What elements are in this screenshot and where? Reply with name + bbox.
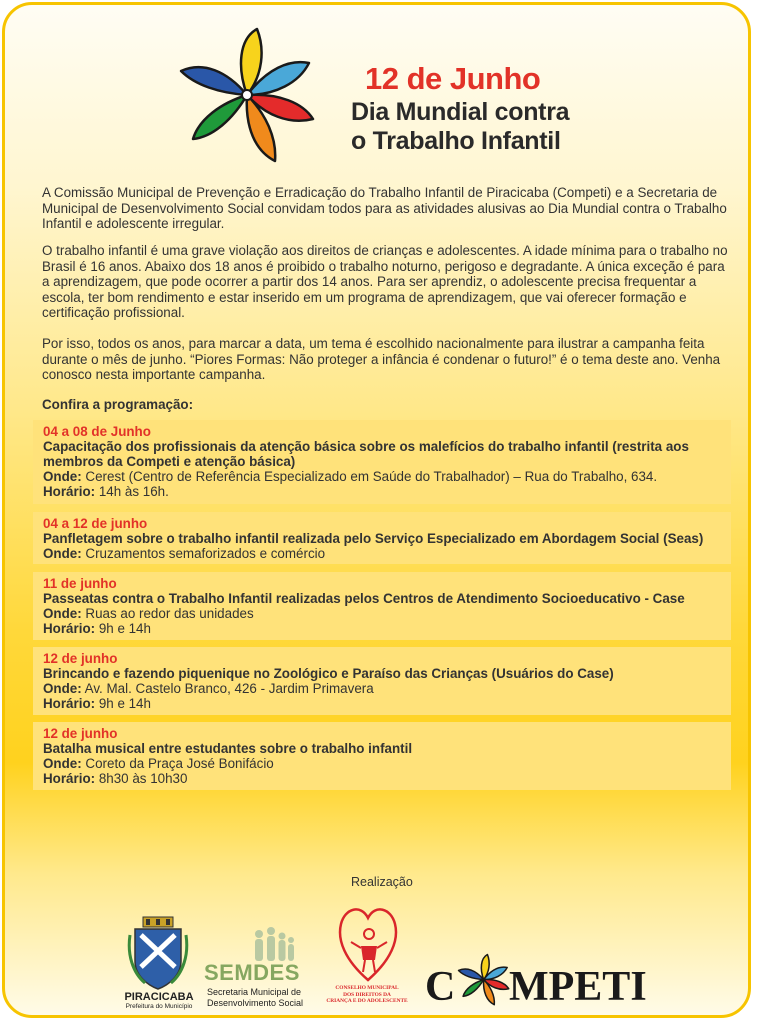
- conselho-line-3: CRIANÇA E DO ADOLESCENTE: [326, 998, 408, 1004]
- event-title: Batalha musical entre estudantes sobre o trabalho infantil: [43, 741, 413, 756]
- event-location-value: Ruas ao redor das unidades: [85, 606, 254, 621]
- page-subtitle: [351, 98, 569, 156]
- semdes-subtitle-line-1: Secretaria Municipal de: [207, 987, 302, 997]
- horario-label: Horário:: [43, 484, 96, 499]
- conselho-line-2: DOS DIREITOS DA: [343, 991, 391, 998]
- event-time: [43, 771, 721, 786]
- event-title: Passeatas contra o Trabalho Infantil realizadas pelos Centros de Atendimento Socioeducativo - Case: [43, 591, 685, 606]
- piracicaba-crest-icon: [127, 915, 189, 991]
- event-time: [43, 484, 721, 499]
- subtitle-line-2: o Trabalho Infantil: [351, 127, 561, 155]
- semdes-logo-subtitle: [207, 987, 303, 1009]
- horario-label: Horário:: [43, 621, 96, 636]
- intro-paragraph-2: O trabalho infantil é uma grave violação aos direitos de crianças e adolescentes. A idade mínima para o trabalho no Brasil é 16 anos. Abaixo dos 18 anos é proibido o trabalho noturno, perigoso e degradante. A única exceção é para a aprendizagem, que pode ocorrer a partir dos 14 anos. Para ser aprendiz, o adolescente precisa frequentar a escola, ter bom rendimento e estar inserido em um programa de aprendizagem, que vai oferecer formação e certificação profissional.: [42, 243, 728, 320]
- family-silhouette-icon: [251, 927, 297, 961]
- event-card: [33, 647, 731, 715]
- event-location: [43, 681, 721, 696]
- poster: [2, 2, 751, 1018]
- page-title: 12 de Junho: [365, 61, 541, 96]
- event-card: [33, 572, 731, 640]
- event-location-value: Av. Mal. Castelo Branco, 426 - Jardim Primavera: [84, 681, 374, 696]
- event-date: 11 de junho: [43, 576, 117, 591]
- event-date: 04 a 12 de junho: [43, 516, 148, 531]
- event-card: [33, 512, 731, 564]
- program-heading: Confira a programação:: [42, 397, 194, 412]
- onde-label: Onde:: [43, 756, 82, 771]
- realizacao-label: Realização: [351, 875, 413, 889]
- onde-label: Onde:: [43, 469, 82, 484]
- event-title: Panfletagem sobre o trabalho infantil realizada pelo Serviço Especializado em Abordagem Social (Seas): [43, 531, 704, 546]
- event-time-value: 9h e 14h: [98, 621, 151, 636]
- conselho-line-1: CONSELHO MUNICIPAL: [335, 985, 399, 991]
- event-time: [43, 621, 721, 636]
- event-title: Capacitação dos profissionais da atenção básica sobre os malefícios do trabalho infantil (restrita aos membros da Competi e atenção básica): [43, 439, 689, 469]
- onde-label: Onde:: [43, 546, 82, 561]
- onde-label: Onde:: [43, 681, 82, 696]
- event-location: [43, 606, 721, 621]
- semdes-subtitle-line-2: Desenvolvimento Social: [207, 998, 304, 1008]
- competi-logo-rest: MPETI: [509, 964, 647, 1010]
- event-card: [33, 420, 731, 504]
- event-date: 04 a 08 de Junho: [43, 424, 151, 439]
- event-card: [33, 722, 731, 790]
- horario-label: Horário:: [43, 696, 96, 711]
- intro-paragraph-1: A Comissão Municipal de Prevenção e Erradicação do Trabalho Infantil de Piracicaba (Competi) e a Secretaria de Municipal de Desenvolvimento Social convidam todos para as atividades alusivas ao Dia Mundial contra o Trabalho Infantil e adolescente irregular.: [42, 185, 727, 231]
- event-time-value: 9h e 14h: [98, 696, 151, 711]
- competi-logo-c: C: [425, 964, 456, 1010]
- event-time: [43, 696, 721, 711]
- onde-label: Onde:: [43, 606, 82, 621]
- pinwheel-small-icon: [457, 953, 511, 1007]
- piracicaba-logo-name: PIRACICABA: [124, 991, 194, 1003]
- conselho-logo-text: [317, 985, 417, 1005]
- piracicaba-logo-subtitle: Prefeitura do Município: [125, 1003, 193, 1010]
- pinwheel-icon: [177, 27, 319, 165]
- event-location-value: Coreto da Praça José Bonifácio: [85, 756, 274, 771]
- heart-child-icon: [335, 900, 401, 984]
- event-title: Brincando e fazendo piquenique no Zoológico e Paraíso das Crianças (Usuários do Case): [43, 666, 614, 681]
- event-time-value: 8h30 às 10h30: [98, 771, 188, 786]
- event-date: 12 de junho: [43, 651, 118, 666]
- event-location: [43, 469, 721, 484]
- intro-paragraph-3: Por isso, todos os anos, para marcar a data, um tema é escolhido nacionalmente para ilustrar a campanha feita durante o mês de junho. “Piores Formas: Não proteger a infância é condenar o futuro!” é o tema deste ano. Venha conosco nesta importante campanha.: [42, 336, 721, 382]
- event-time-value: 14h às 16h.: [98, 484, 169, 499]
- horario-label: Horário:: [43, 771, 96, 786]
- event-location-value: Cruzamentos semaforizados e comércio: [85, 546, 326, 561]
- subtitle-line-1: Dia Mundial contra: [351, 98, 570, 126]
- semdes-logo-name: SEMDES: [204, 960, 300, 985]
- event-date: 12 de junho: [43, 726, 118, 741]
- event-location: [43, 756, 721, 771]
- event-location-value: Cerest (Centro de Referência Especializado em Saúde do Trabalhador) – Rua do Trabalho, 634.: [85, 469, 658, 484]
- event-location: [43, 546, 721, 561]
